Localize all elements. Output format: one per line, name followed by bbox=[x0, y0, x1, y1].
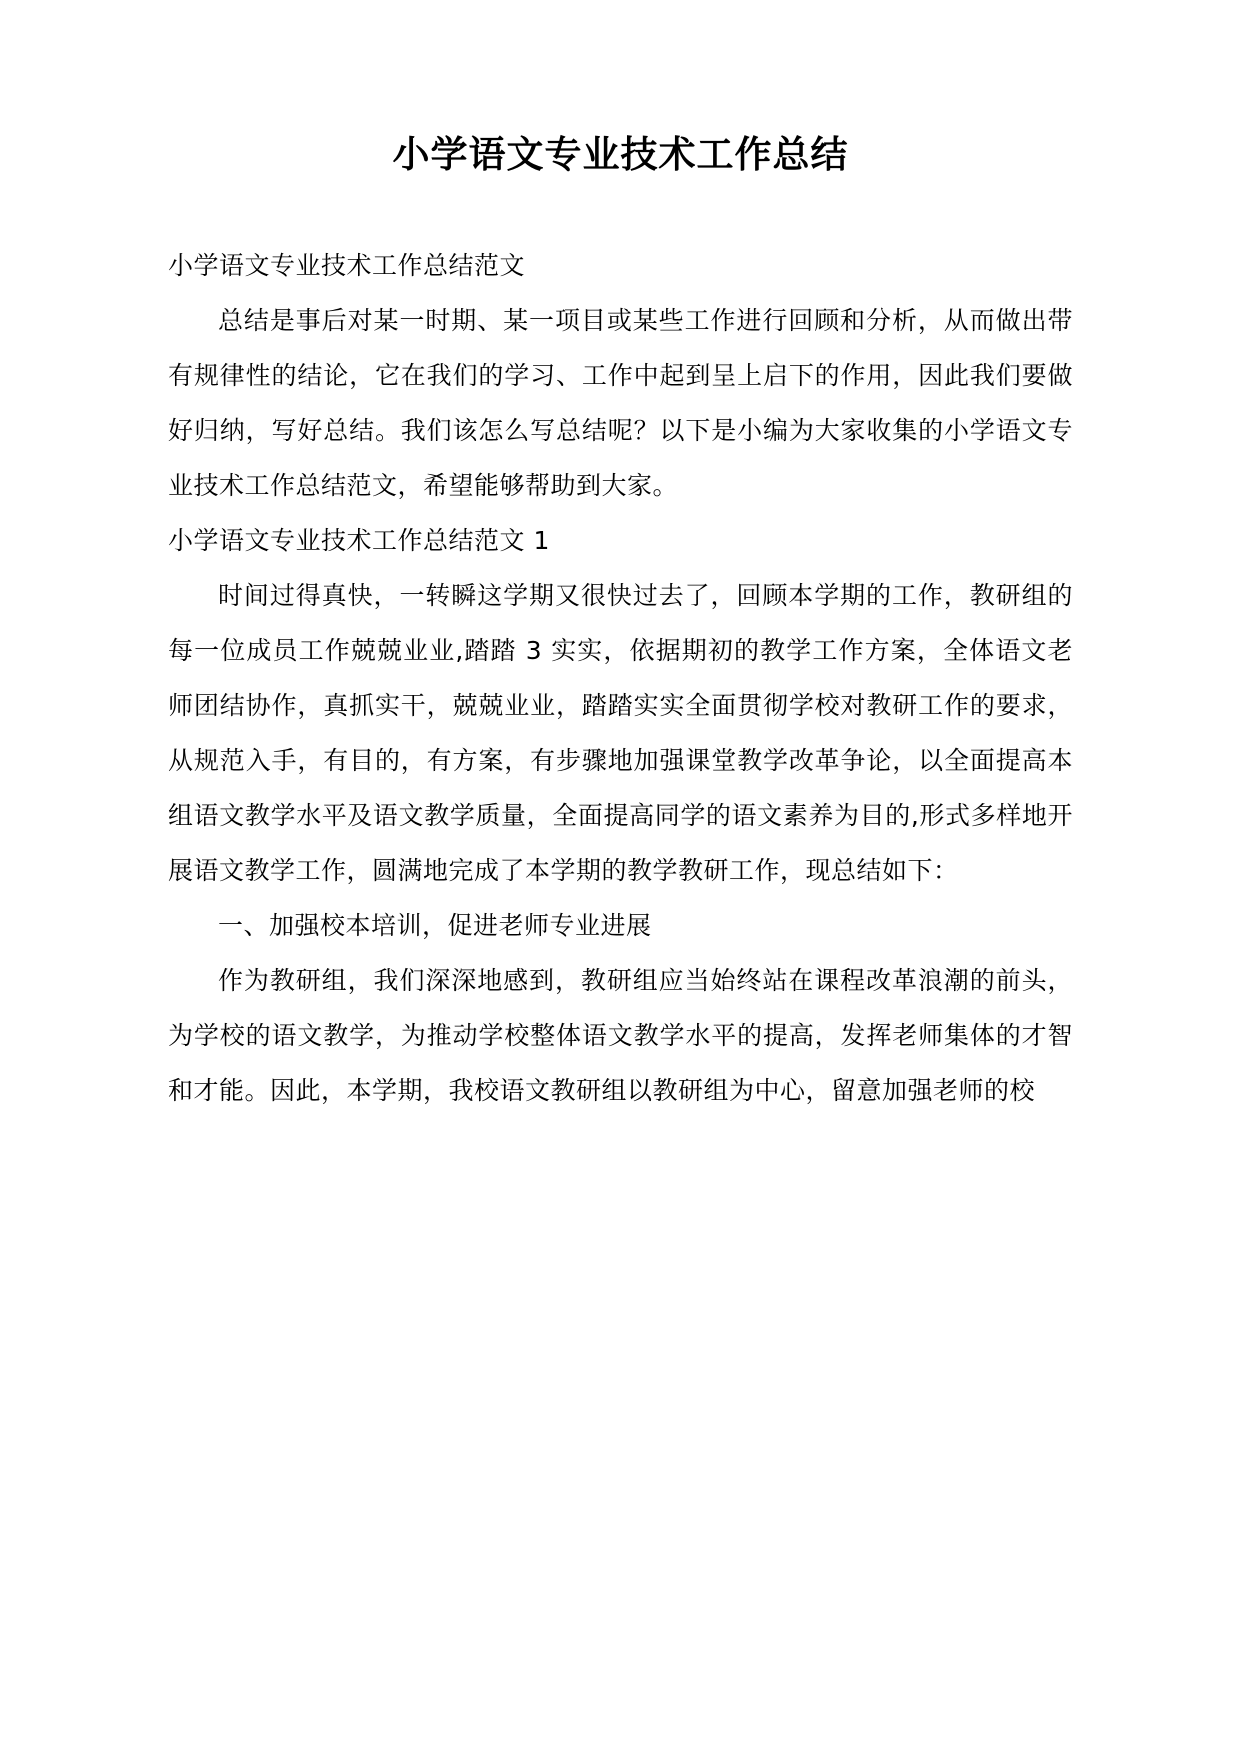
section-heading-1: 小学语文专业技术工作总结范文 1 bbox=[168, 526, 550, 555]
body-paragraph-1: 时间过得真快，一转瞬这学期又很快过去了，回顾本学期的工作，教研组的每一位成员工作兢兢业业,踏踏 3 实实，依据期初的教学工作方案，全体语文老师团结协作，真抓实干，兢兢业业，踏踏实实全面贯彻学校对教研工作的要求，从规范入手，有目的，有方案，有步骤地加强课堂教学改革争论，以全面提高本组语文教学水平及语文教学质量，全面提高同学的语文素养为目的,形式多样地开展语文教学工作，圆满地完成了本学期的教学教研工作，现总结如下： bbox=[168, 581, 1073, 885]
page-title: 小学语文专业技术工作总结 bbox=[392, 133, 849, 176]
body-paragraph-2: 作为教研组，我们深深地感到，教研组应当始终站在课程改革浪潮的前头，为学校的语文教学，为推动学校整体语文教学水平的提高，发挥老师集体的才智和才能。因此，本学期，我校语文教研组以教研组为中心，留意加强老师的校 bbox=[168, 966, 1073, 1105]
intro-paragraph: 总结是事后对某一时期、某一项目或某些工作进行回顾和分析，从而做出带有规律性的结论，它在我们的学习、工作中起到呈上启下的作用，因此我们要做好归纳，写好总结。我们该怎么写总结呢？以下是小编为大家收集的小学语文专业技术工作总结范文，希望能够帮助到大家。 bbox=[168, 306, 1073, 500]
document-subtitle: 小学语文专业技术工作总结范文 bbox=[168, 251, 526, 280]
list-item-1: 一、加强校本培训，促进老师专业进展 bbox=[218, 911, 652, 940]
